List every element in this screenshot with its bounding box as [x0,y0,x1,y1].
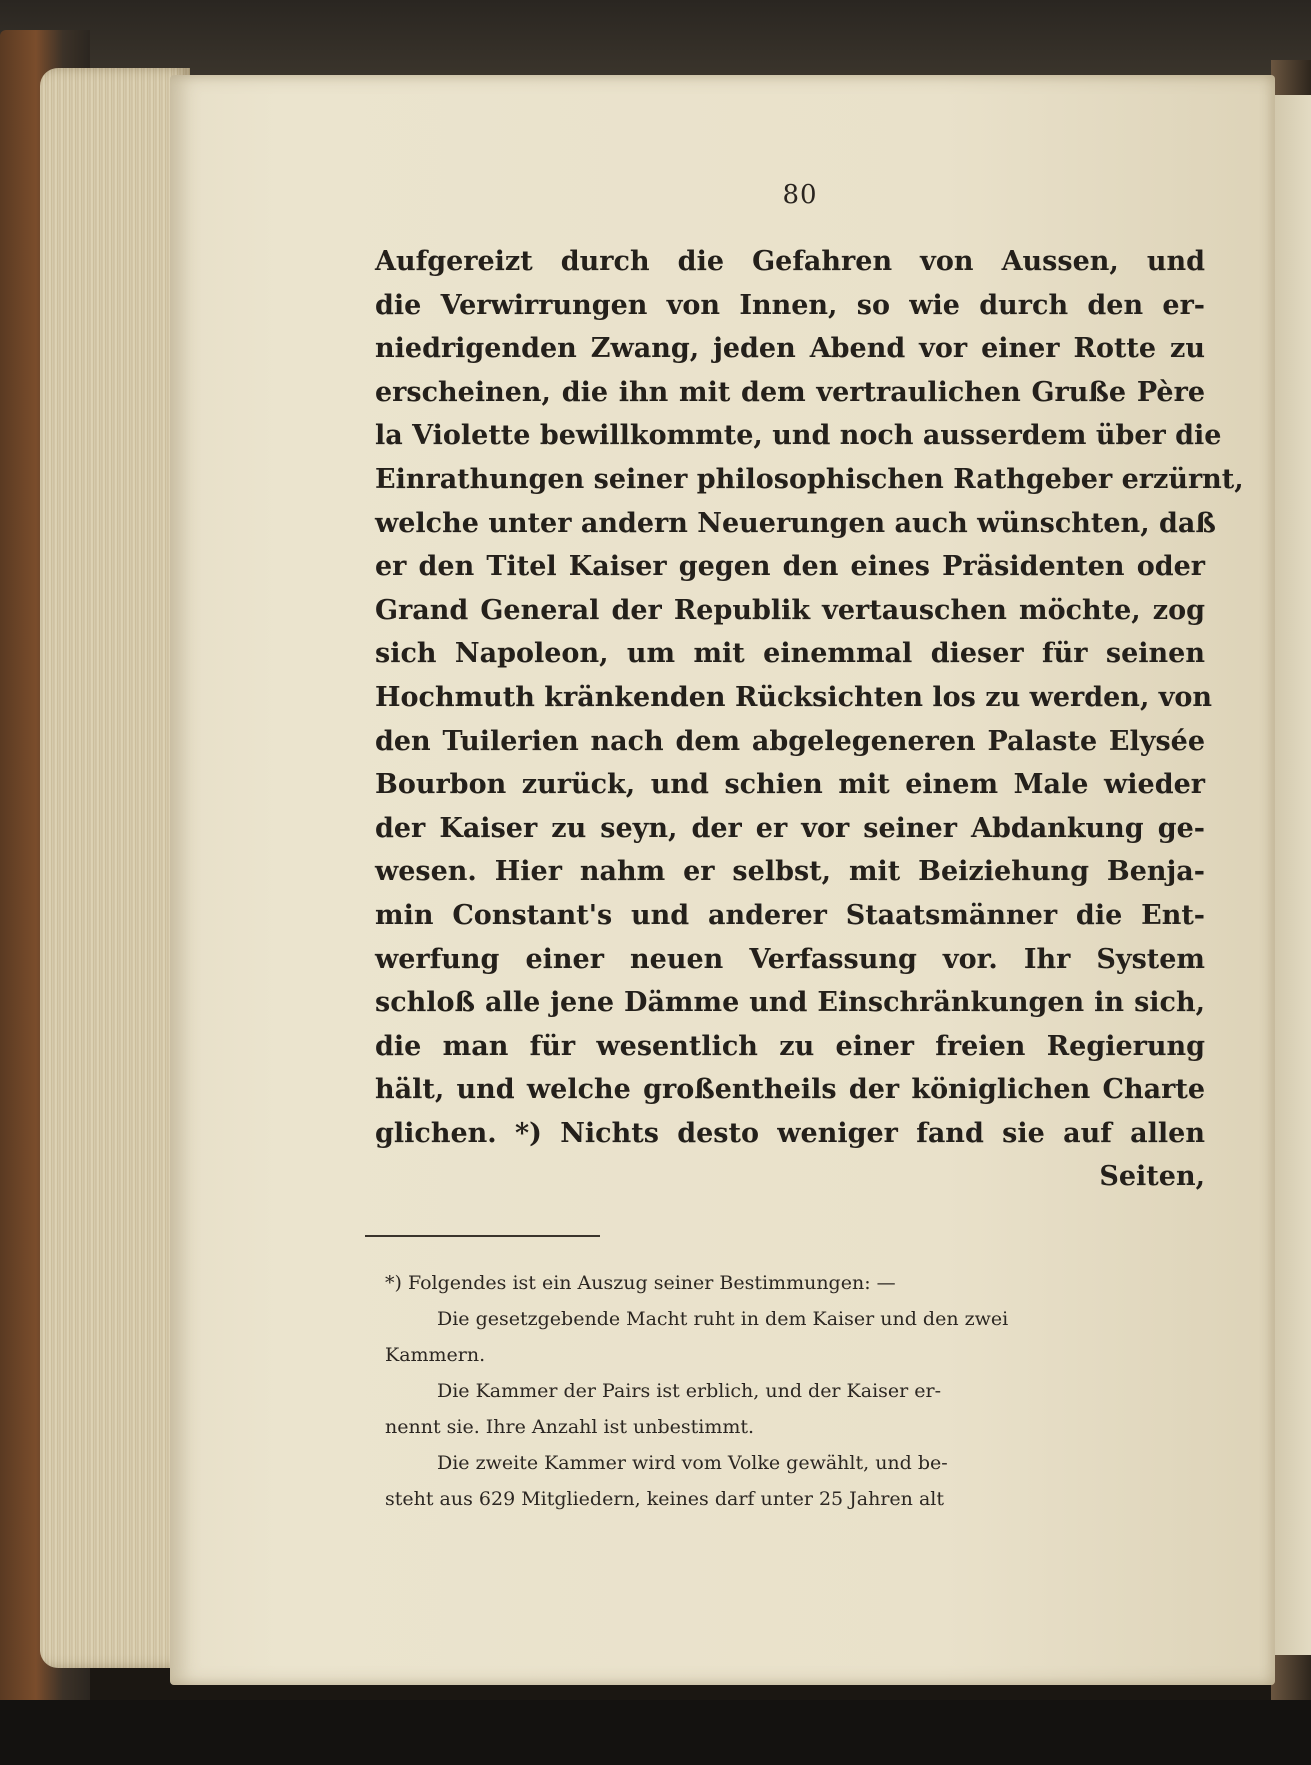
text-line: Grand General der Republik vertauschen möchte, zog [375,594,1205,626]
text-line: welche unter andern Neuerungen auch wünschten, daß [375,507,1216,539]
footnote-line: Kammern. [385,1344,486,1366]
text-line: die man für wesentlich zu einer freien Regierung [375,1030,1205,1062]
background-bottom [0,1700,1311,1765]
text-line: niedrigenden Zwang, jeden Abend vor einer Rotte zu [375,333,1205,365]
footnote-rule [365,1235,600,1237]
text-line: den Tuilerien nach dem abgelegeneren Palaste Elysée [375,725,1205,757]
text-line: erscheinen, die ihn mit dem vertraulichen Gruße Père [375,376,1205,408]
text-line: Einrathungen seiner philosophischen Rathgeber erzürnt, [375,463,1244,495]
footnote-line: Die Kammer der Pairs ist erblich, und der Kaiser er- [437,1380,942,1402]
text-line: Bourbon zurück, und schien mit einem Male wieder [375,769,1205,801]
catchword: Seiten, [1099,1161,1205,1193]
page-edges-stack [40,68,190,1668]
text-line: werfung einer neuen Verfassung vor. Ihr System [375,943,1205,975]
footnote-line: nennt sie. Ihre Anzahl ist unbestimmt. [385,1416,755,1438]
footnote-line: steht aus 629 Mitgliedern, keines darf unter 25 Jahren alt [385,1488,944,1510]
text-line: la Violette bewillkommte, und noch ausserdem über die [375,420,1222,452]
text-line: der Kaiser zu seyn, der er vor seiner Abdankung ge- [375,812,1205,844]
footnote-line: *) Folgendes ist ein Auszug seiner Bestimmungen: — [385,1272,896,1294]
text-line: min Constant's und anderer Staatsmänner die Ent- [375,899,1205,931]
main-text [375,240,1244,1199]
background-top [0,0,1311,80]
footnote-line: Die gesetzgebende Macht ruht in dem Kaiser und den zwei [437,1308,1009,1330]
text-line: die Verwirrungen von Innen, so wie durch den er- [375,289,1205,321]
text-line: er den Titel Kaiser gegen den eines Präsidenten oder [375,551,1205,583]
text-line: hält, und welche großentheils der königlichen Charte [375,1074,1205,1106]
text-line: wesen. Hier nahm er selbst, mit Beiziehung Benja- [375,856,1205,888]
text-line: sich Napoleon, um mit einemmal dieser für seinen [375,638,1205,670]
page-number: 80 [782,180,818,210]
text-line: Aufgereizt durch die Gefahren von Aussen, und [375,246,1205,277]
text-line: glichen. *) Nichts desto weniger fand sie auf allen [375,1117,1205,1149]
footnote-line: Die zweite Kammer wird vom Volke gewählt, und be- [437,1452,948,1474]
footnote [385,1265,1190,1517]
text-line: schloß alle jene Dämme und Einschränkungen in sich, [375,987,1205,1019]
text-line: Hochmuth kränkenden Rücksichten los zu werden, von [375,681,1213,713]
